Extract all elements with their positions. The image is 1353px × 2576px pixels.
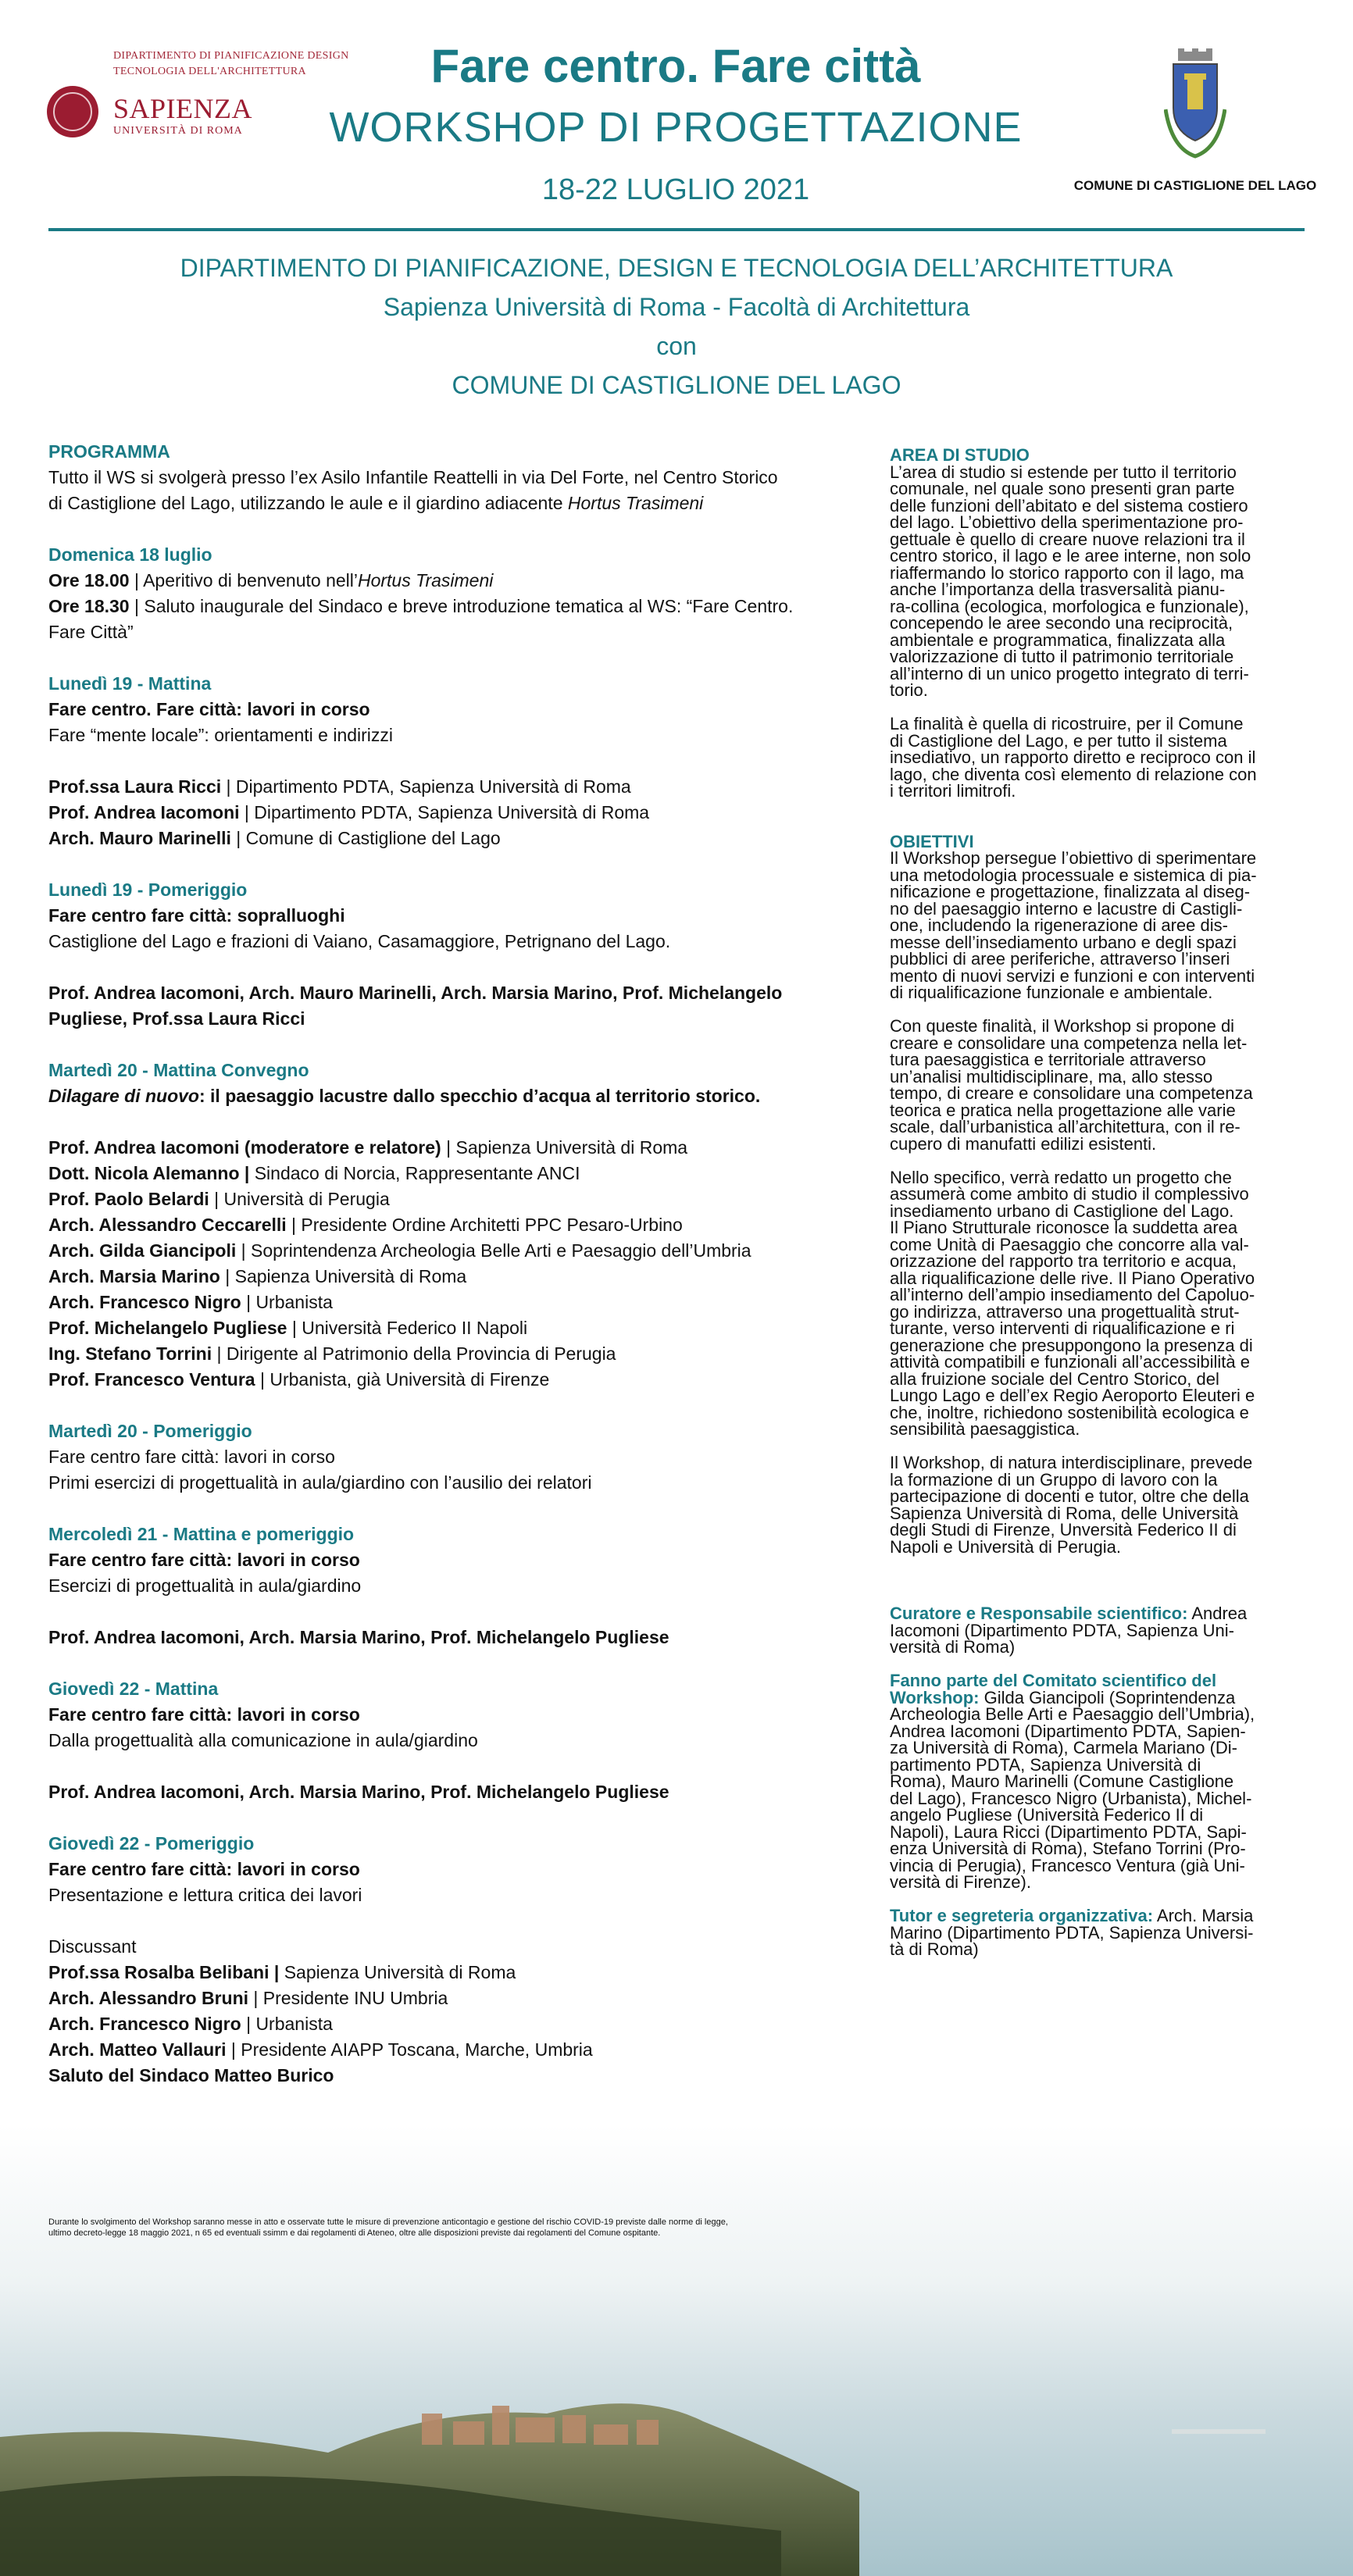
session-title [48, 697, 861, 722]
text-line: ambientale e programmatica, finalizzata alla [890, 630, 1226, 650]
session-title [48, 1857, 861, 1882]
text-line: che, inoltre, richiedono sostenibilità ecologica e [890, 1402, 1249, 1422]
obiettivi-paragraph-2 [890, 1018, 1308, 1152]
text-line: versità di Roma) [890, 1637, 1016, 1657]
header-divider [48, 228, 1305, 231]
text-line: la formazione di un Gruppo di lavoro con la [890, 1469, 1218, 1490]
poster-header [0, 0, 1353, 234]
text-line: vincia di Perugia), Francesco Ventura (già Uni- [890, 1855, 1245, 1875]
text-line: Roma), Mauro Marinelli (Comune Castiglione [890, 1771, 1234, 1791]
text-line: za Università di Roma), Carmela Mariano (Di- [890, 1738, 1238, 1757]
text-line: partecipazione di docenti e tutor, oltre che della [890, 1486, 1249, 1506]
discussant-name: Arch. Francesco Nigro [48, 2014, 241, 2034]
speaker-line [48, 826, 861, 851]
discussant-label: Discussant [48, 1936, 137, 1957]
area-di-studio-heading: AREA DI STUDIO [890, 445, 1030, 465]
obiettivi-paragraph-1 [890, 850, 1308, 1001]
text-line: insediativo, un rapporto diretto e reciproco con il [890, 747, 1256, 767]
text-line: L’area di studio si estende per tutto il territorio [890, 462, 1237, 482]
text-line: una metodologia processuale e sistemica di pia- [890, 865, 1257, 885]
text-line: un’analisi multidisciplinare, ma, allo stesso [890, 1066, 1213, 1086]
speaker-role: | Sapienza Università di Roma [220, 1266, 467, 1286]
obiettivi-paragraph-4 [890, 1454, 1308, 1555]
text-line: Il Workshop persegue l’obiettivo di sperimentare [890, 848, 1257, 868]
people-names: Prof. Andrea Iacomoni, Arch. Marsia Marino, Prof. Michelangelo Pugliese [48, 1627, 669, 1647]
university-name: SAPIENZA [113, 93, 253, 124]
speaker-role: | Urbanista [241, 1292, 333, 1312]
session-title [48, 903, 861, 929]
speaker-name: Prof.ssa Laura Ricci [48, 776, 222, 797]
discussant-line [48, 2011, 861, 2037]
speaker-line [48, 1161, 861, 1186]
tutor-text: Arch. Marsia [1153, 1906, 1254, 1925]
text-line: di riqualificazione funzionale e ambientale. [890, 983, 1213, 1002]
discussant-line [48, 2037, 861, 2063]
poster-dates: 18-22 LUGLIO 2021 [541, 173, 810, 206]
speaker-role: | Dipartimento PDTA, Sapienza Università di Roma [221, 776, 631, 797]
session-title-text: Fare centro fare città: sopralluoghi [48, 905, 345, 926]
text-line [890, 1907, 1308, 1925]
speaker-name: Prof. Andrea Iacomoni (moderatore e relatore) [48, 1137, 441, 1158]
discussant-role: | Urbanista [241, 2014, 333, 2034]
text-line: Marino (Dipartimento PDTA, Sapienza Universi- [890, 1922, 1254, 1943]
speaker-role: | Comune di Castiglione del Lago [230, 828, 501, 848]
text-line: Lungo Lago e dell’ex Regio Aeroporto Eleuteri e [890, 1386, 1255, 1405]
text-line: all’interno dell’ampio insediamento del Capoluo- [890, 1285, 1255, 1304]
text-line: comunale, nel quale sono presenti gran parte [890, 479, 1235, 498]
text-line: attività compatibili e funzionali all’accessibilità e [890, 1352, 1251, 1372]
comune-crest-icon [1164, 47, 1226, 164]
speaker-line [48, 1264, 861, 1290]
text-line: turante, verso interventi di riqualificazione e ri [890, 1318, 1235, 1338]
speaker-name: Arch. Marsia Marino [48, 1266, 220, 1286]
discussant-role: Sapienza Università di Roma [279, 1962, 516, 1982]
people-line [48, 1625, 861, 1650]
university-subtitle: UNIVERSITÀ DI ROMA [113, 125, 243, 137]
text-line: delle funzioni dell’abitato e del sistema costiero [890, 495, 1248, 516]
speaker-role: | Urbanista, già Università di Firenze [255, 1369, 550, 1390]
convegno-title: : il paesaggio lacustre dallo specchio d’acqua al territorio storico. [198, 1086, 761, 1106]
text-line: torio. [890, 680, 928, 700]
speaker-role: | Università di Perugia [209, 1189, 390, 1209]
text-line: scale, dall’urbanistica all’architettura, con il re- [890, 1117, 1241, 1136]
text-line: Con queste finalità, il Workshop si propone di [890, 1016, 1235, 1036]
text-line: creare e consolidare una competenza nella let- [890, 1033, 1248, 1053]
organizer-department: DIPARTIMENTO DI PIANIFICAZIONE, DESIGN E TECNOLOGIA DELL’ARCHITETTURA [180, 254, 1173, 282]
text-line: ra-collina (ecologica, morfologica e funzionale), [890, 596, 1249, 616]
text-line: enza Università di Roma), Stefano Torrini (Pro- [890, 1839, 1246, 1858]
covid-disclaimer [48, 2217, 861, 2239]
text-line: di Castiglione del Lago, e per tutto il sistema [890, 730, 1227, 751]
programma-heading: PROGRAMMA [48, 441, 170, 462]
text-line: riaffermando lo storico rapporto con il lago, ma [890, 562, 1244, 583]
text-line: alla fruizione sociale del Centro Storico, del [890, 1368, 1219, 1389]
castiglione-lake-photo [0, 2125, 1353, 2576]
session-title-text: Fare centro fare città: lavori in corso [48, 1550, 360, 1570]
discussant-line [48, 1986, 861, 2011]
day-heading: Martedì 20 - Pomeriggio [48, 1421, 252, 1441]
info-column [890, 447, 1308, 1958]
speaker-line [48, 1315, 861, 1341]
text-line [890, 1605, 1308, 1622]
intro-text: di Castiglione del Lago, utilizzando le aule e il giardino adiacente [48, 493, 568, 513]
speaker-name: Prof. Andrea Iacomoni [48, 802, 240, 822]
text-line: tà di Roma) [890, 1939, 979, 1959]
text-line: La finalità è quella di ricostruire, per il Comune [890, 714, 1244, 733]
session-subtitle: Esercizi di progettualità in aula/giardino [48, 1575, 362, 1596]
comune-label: COMUNE DI CASTIGLIONE DEL LAGO [1073, 178, 1317, 193]
session-title [48, 1547, 861, 1573]
text-line: i territori limitrofi. [890, 781, 1016, 801]
comitato-block [890, 1672, 1308, 1891]
text-line: go indirizza, attraverso una progettualità strut- [890, 1301, 1240, 1322]
speaker-line [48, 1238, 861, 1264]
intro-emphasis: Hortus Trasimeni [567, 493, 704, 513]
area-paragraph-2 [890, 715, 1308, 800]
schedule-line: Fare Città” [48, 622, 134, 642]
discussant-role: | Presidente AIAPP Toscana, Marche, Umbria [226, 2039, 593, 2060]
session-title-text: Fare centro fare città: lavori in corso [48, 1859, 360, 1879]
programma-intro-line [48, 491, 861, 516]
text-line: Iacomoni (Dipartimento PDTA, Sapienza Uni- [890, 1620, 1234, 1640]
comitato-label: Fanno parte del Comitato scientifico del [890, 1671, 1217, 1690]
dept-line-1: DIPARTIMENTO DI PIANIFICAZIONE DESIGN [113, 50, 349, 62]
speaker-role: | Dirigente al Patrimonio della Provincia di Perugia [212, 1343, 616, 1364]
session-title [48, 1702, 861, 1728]
text-line: orizzazione del rapporto tra territorio e acqua, [890, 1251, 1237, 1271]
session-title-text: Fare centro fare città: lavori in corso [48, 1704, 360, 1725]
speaker-role: | Dipartimento PDTA, Sapienza Università di Roma [239, 802, 650, 822]
comitato-label: Workshop: [890, 1687, 980, 1707]
session-subtitle: Fare “mente locale”: orientamenti e indirizzi [48, 725, 394, 745]
speaker-line [48, 1341, 861, 1367]
poster-subtitle: WORKSHOP DI PROGETTAZIONE [329, 104, 1023, 151]
closing-line [48, 2063, 861, 2089]
text-line: teorica e pratica nella progettazione alle varie [890, 1100, 1236, 1120]
text-line: del Lago), Francesco Nigro (Urbanista), Michel- [890, 1788, 1252, 1808]
text-line: one, includendo la rigenerazione di aree dis- [890, 915, 1228, 935]
time-label: Ore 18.00 [48, 570, 130, 590]
speaker-role: | Soprintendenza Archeologia Belle Arti e Paesaggio dell’Umbria [236, 1240, 751, 1261]
text-line: Il Piano Strutturale riconosce la suddetta area [890, 1218, 1238, 1237]
speaker-name: Prof. Paolo Belardi [48, 1189, 209, 1209]
speaker-name: Ing. Stefano Torrini [48, 1343, 212, 1364]
text-line: angelo Pugliese (Università Federico II di [890, 1805, 1204, 1825]
text-line: Napoli e Università di Perugia. [890, 1536, 1121, 1557]
text-line: no del paesaggio interno e lacustre di Castigli- [890, 898, 1243, 919]
speaker-line [48, 1290, 861, 1315]
text-line: sensibilità paesaggistica. [890, 1419, 1080, 1439]
speaker-line [48, 1367, 861, 1393]
text-line: degli Studi di Firenze, Unversità Federico II di [890, 1520, 1237, 1540]
disclaimer-line: ultimo decreto-legge 18 maggio 2021, n 65 ed eventuali ssimm e dai regolamenti di Ateneo, oltre alle disposizioni previste dai regolamenti del Comune ospitante. [48, 2228, 661, 2238]
day-heading: Giovedì 22 - Pomeriggio [48, 1833, 255, 1854]
session-line: Primi esercizi di progettualità in aula/giardino con l’ausilio dei relatori [48, 1472, 592, 1493]
disclaimer-line: Durante lo svolgimento del Workshop saranno messe in atto e osservate tutte le misure di prevenzione anticontagio e gestione del rischio COVID-19 previste dalle norme di legge, [48, 2217, 728, 2227]
people-names: Prof. Andrea Iacomoni, Arch. Mauro Marinelli, Arch. Marsia Marino, Prof. Michelangelo [48, 983, 783, 1003]
speaker-name: Arch. Alessandro Ceccarelli [48, 1215, 287, 1235]
closing-text: Saluto del Sindaco Matteo Burico [48, 2065, 334, 2085]
text-line: messe dell’insediamento urbano e degli spazi [890, 932, 1237, 952]
text-line: Napoli), Laura Ricci (Dipartimento PDTA, Sapi- [890, 1821, 1247, 1842]
session-title-text: Fare centro. Fare città: lavori in corso [48, 699, 370, 719]
speaker-role: | Sapienza Università di Roma [441, 1137, 688, 1158]
people-names: Prof. Andrea Iacomoni, Arch. Marsia Marino, Prof. Michelangelo Pugliese [48, 1782, 669, 1802]
poster-title: Fare centro. Fare città [430, 40, 921, 92]
speaker-name: Arch. Gilda Giancipoli [48, 1240, 237, 1261]
text-line: Archeologia Belle Arti e Paesaggio dell’Umbria), [890, 1704, 1255, 1724]
speaker-line [48, 1212, 861, 1238]
text-line: versità di Firenze). [890, 1872, 1031, 1892]
text-line: generazione che presuppongono la presenza di [890, 1335, 1253, 1355]
day-heading: Martedì 20 - Mattina Convegno [48, 1060, 309, 1080]
text-line: lago, che diventa così elemento di relazione con [890, 764, 1257, 784]
obiettivi-paragraph-3 [890, 1169, 1308, 1438]
text-line: come Unità di Paesaggio che concorre alla val- [890, 1234, 1249, 1254]
speaker-name: Arch. Mauro Marinelli [48, 828, 231, 848]
speaker-role: | Università Federico II Napoli [287, 1318, 528, 1338]
speaker-line [48, 1186, 861, 1212]
text-line: insediamento urbano di Castiglione del Lago. [890, 1201, 1234, 1221]
comitato-text: Gilda Giancipoli (Soprintendenza [979, 1687, 1236, 1707]
text-line: tura paesaggistica e territoriale attraverso [890, 1050, 1206, 1069]
programma-intro-line: Tutto il WS si svolgerà presso l’ex Asilo Infantile Reattelli in via Del Forte, nel Centro Storico [48, 467, 778, 487]
text-line: assumerà come ambito di studio il complessivo [890, 1184, 1249, 1204]
curatore-block [890, 1605, 1308, 1656]
programma-column [48, 439, 861, 2165]
text-line: Andrea Iacomoni (Dipartimento PDTA, Sapien- [890, 1721, 1246, 1741]
text-line: tempo, di creare e consolidare una competenza [890, 1083, 1253, 1103]
organizer-comune: COMUNE DI CASTIGLIONE DEL LAGO [452, 371, 901, 399]
discussant-line [48, 1960, 861, 1986]
text-line: gettuale è quello di creare nuove relazioni tra il [890, 529, 1245, 549]
speakers-list [48, 1135, 861, 1393]
speaker-role: | Presidente Ordine Architetti PPC Pesaro-Urbino [286, 1215, 683, 1235]
text-line: centro storico, il lago e le aree interne, non solo [890, 546, 1251, 566]
discussant-name: Prof.ssa Rosalba Belibani | [48, 1962, 280, 1982]
people-line [48, 1779, 861, 1805]
people-line [48, 980, 861, 1006]
speaker-line [48, 1135, 861, 1161]
session-subtitle: Castiglione del Lago e frazioni di Vaiano, Casamaggiore, Petrignano del Lago. [48, 931, 671, 951]
day-heading: Lunedì 19 - Pomeriggio [48, 879, 248, 900]
session-title [48, 1083, 861, 1109]
area-paragraph-1 [890, 464, 1308, 699]
tutor-block [890, 1907, 1308, 1958]
day-heading: Domenica 18 luglio [48, 544, 212, 565]
speaker-name: Dott. Nicola Alemanno | [48, 1163, 250, 1183]
text-line [890, 1672, 1308, 1689]
organizer-con: con [656, 332, 697, 360]
text-line: Sapienza Università di Roma, delle Università [890, 1503, 1239, 1523]
text-line: mento di nuovi servizi e funzioni e con interventi [890, 965, 1255, 986]
text-line: valorizzazione di tutto il patrimonio territoriale [890, 647, 1234, 666]
speaker-line [48, 800, 861, 826]
speaker-name: Prof. Michelangelo Pugliese [48, 1318, 287, 1338]
dept-line-2: TECNOLOGIA DELL'ARCHITETTURA [113, 66, 306, 77]
organizers-block [48, 248, 1305, 405]
text-line: pubblici di aree periferiche, attraverso l’inseri [890, 949, 1230, 969]
speaker-name: Prof. Francesco Ventura [48, 1369, 255, 1390]
event-text: | Aperitivo di benvenuto nell’ [129, 570, 358, 590]
speaker-name: Arch. Francesco Nigro [48, 1292, 241, 1312]
day-heading: Lunedì 19 - Mattina [48, 673, 212, 694]
text-line: partimento PDTA, Sapienza Università di [890, 1754, 1201, 1775]
tutor-label: Tutor e segreteria organizzativa: [890, 1906, 1154, 1925]
organizer-faculty: Sapienza Università di Roma - Facoltà di Architettura [383, 293, 970, 321]
day-heading: Mercoledì 21 - Mattina e pomeriggio [48, 1524, 355, 1544]
discussant-name: Arch. Alessandro Bruni [48, 1988, 249, 2008]
discussant-name: Arch. Matteo Vallauri [48, 2039, 227, 2060]
people-names: Pugliese, Prof.ssa Laura Ricci [48, 1008, 305, 1029]
speaker-role: Sindaco di Norcia, Rappresentante ANCI [249, 1163, 580, 1183]
text-line: all’interno di un unico progetto integrato di terri- [890, 663, 1249, 683]
curatore-label: Curatore e Responsabile scientifico: [890, 1604, 1188, 1623]
convegno-title-emphasis: Dilagare di nuovo [48, 1086, 199, 1106]
speaker-line [48, 774, 861, 800]
text-line: Nello specifico, verrà redatto un progetto che [890, 1167, 1232, 1187]
people-line [48, 1006, 861, 1032]
schedule-line [48, 594, 861, 619]
event-text: | Saluto inaugurale del Sindaco e breve introduzione tematica al WS: “Fare Centro. [129, 596, 794, 616]
text-line: anche l’importanza della trasversalità pianu- [890, 580, 1226, 599]
event-emphasis: Hortus Trasimeni [357, 570, 494, 590]
session-subtitle: Presentazione e lettura critica dei lavori [48, 1885, 362, 1905]
discussant-role: | Presidente INU Umbria [248, 1988, 448, 2008]
text-line: nificazione e progettazione, finalizzata al diseg- [890, 882, 1251, 901]
session-line: Fare centro fare città: lavori in corso [48, 1447, 335, 1467]
obiettivi-heading: OBIETTIVI [890, 831, 974, 851]
text-line [890, 1689, 1308, 1707]
sapienza-seal-icon [47, 86, 98, 137]
day-heading: Giovedì 22 - Mattina [48, 1679, 219, 1699]
text-line: Il Workshop, di natura interdisciplinare, prevede [890, 1453, 1253, 1472]
session-subtitle: Dalla progettualità alla comunicazione in aula/giardino [48, 1730, 478, 1750]
text-line: concependo le aree secondo una reciprocità, [890, 613, 1233, 633]
text-line: cupero di manufatti edilizi esistenti. [890, 1133, 1157, 1154]
text-line: del lago. L’obiettivo della sperimentazione pro- [890, 512, 1244, 532]
curatore-text: Andrea [1187, 1604, 1248, 1623]
schedule-line [48, 568, 861, 594]
text-line: alla riqualificazione delle rive. Il Piano Operativo [890, 1268, 1255, 1288]
time-label: Ore 18.30 [48, 596, 130, 616]
